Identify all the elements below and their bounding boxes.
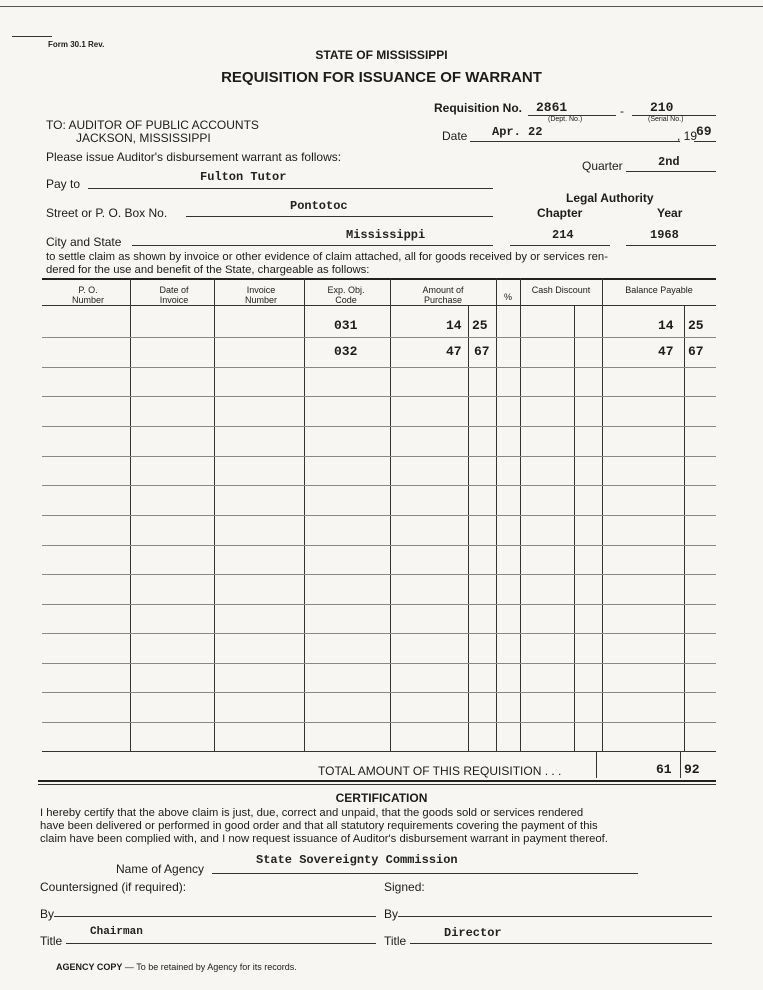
please-issue-text: Please issue Auditor's disbursement warrant as follows: [46,150,342,164]
row-2-balance-cents: 67 [688,344,704,359]
state-heading: STATE OF MISSISSIPPI [315,48,448,62]
total-box-divider [596,752,597,778]
city-label: City and State [46,235,122,249]
date-value: Apr. 22 [492,125,543,139]
total-rule-2 [38,784,716,785]
row-2-balance-dollars: 47 [658,344,674,359]
date-line [470,141,680,142]
form-number: Form 30.1 Rev. [48,40,105,49]
chapter-line [510,245,610,246]
chapter-value: 214 [552,228,574,242]
street-value: Pontotoc [290,199,348,213]
chapter-label: Chapter [537,206,583,220]
year-line [694,141,716,142]
col-header-amount: Amount of Purchase [422,285,464,305]
title-label-left: Title [40,934,63,948]
signed-label: Signed: [384,880,425,894]
row-1-amount-cents: 25 [472,318,488,333]
row-1-balance-dollars: 14 [658,318,674,333]
year-value-line [626,245,716,246]
city-line [132,245,493,246]
certification-heading: CERTIFICATION [335,791,428,805]
footer-note [56,962,297,972]
row-2-amount-cents: 67 [474,344,490,359]
page-title: REQUISITION FOR ISSUANCE OF WARRANT [221,69,542,86]
dash-separator: - [620,104,624,118]
agency-label: Name of Agency [116,862,205,876]
by-label-right: By [384,907,399,921]
settle-text-1: to settle claim as shown by invoice or other evidence of claim attached, all for goods received by or services ren- [46,251,608,263]
date-year-value: 69 [696,124,712,139]
by-line-right [398,916,712,917]
total-cents-divider [680,752,681,778]
dept-no-caption: (Dept. No.) [548,116,583,123]
col-header-date: Date of Invoice [159,285,189,305]
requisition-label: Requisition No. [434,101,522,115]
city-value: Mississippi [346,228,426,242]
col-header-exp-code: Exp. Obj. Code [327,285,365,305]
quarter-value: 2nd [658,155,680,169]
row-2-code: 032 [334,344,358,359]
certification-line-2: have been delivered or performed in good order and that all statutory requirements covering the payment of this [40,820,598,832]
by-line-left [54,916,376,917]
col-header-po: P. O. Number [71,285,104,305]
countersigned-label: Countersigned (if required): [40,880,187,894]
title-line-right [410,943,712,944]
settle-text-2: dered for the use and benefit of the State, chargeable as follows: [46,264,370,276]
total-dollars: 61 [656,762,672,777]
certification-line-3: claim have been complied with, and I now request issuance of Auditor's disbursement warrant in payment thereof. [40,833,608,845]
row-1-balance-cents: 25 [688,318,704,333]
date-century: , 19 [677,129,698,143]
title-left-value: Chairman [90,926,143,938]
title-line-left [66,943,376,944]
footer-agency-copy: AGENCY COPY [56,962,123,972]
dept-no-value: 2861 [536,100,568,115]
total-label: TOTAL AMOUNT OF THIS REQUISITION . . . [318,764,562,778]
row-1-amount-dollars: 14 [446,318,462,333]
top-border [0,6,763,7]
street-line [186,216,493,217]
by-label-left: By [40,907,55,921]
col-header-invoice: Invoice Number [244,285,277,305]
to-line-1: TO: AUDITOR OF PUBLIC ACCOUNTS [46,118,259,132]
legal-year-value: 1968 [650,228,679,242]
pay-to-line [88,188,493,189]
col-header-percent: % [503,292,512,302]
col-header-cash-discount: Cash Discount [531,285,591,295]
serial-no-caption: (Serial No.) [648,116,684,123]
agency-line [212,873,638,874]
row-1-code: 031 [334,318,358,333]
title-label-right: Title [384,934,407,948]
quarter-label: Quarter [582,159,623,173]
form-mark [12,36,52,37]
total-rule-1 [38,780,716,782]
pay-to-label: Pay to [46,177,81,191]
serial-no-value: 210 [650,100,674,115]
legal-authority-label: Legal Authority [566,191,654,205]
title-right-value: Director [444,926,502,940]
date-label: Date [442,129,468,143]
footer-retain-text: — To be retained by Agency for its records. [122,962,297,972]
total-cents: 92 [684,762,700,777]
quarter-line [626,171,716,172]
pay-to-value: Fulton Tutor [200,170,287,184]
col-header-balance: Balance Payable [625,285,693,295]
to-line-2: JACKSON, MISSISSIPPI [76,131,211,145]
year-label: Year [657,206,683,220]
certification-line-1: I hereby certify that the above claim is just, due, correct and unpaid, that the goods sold or services rendered [40,807,584,819]
street-label: Street or P. O. Box No. [46,206,168,220]
agency-value: State Sovereignty Commission [256,853,458,867]
row-2-amount-dollars: 47 [446,344,462,359]
